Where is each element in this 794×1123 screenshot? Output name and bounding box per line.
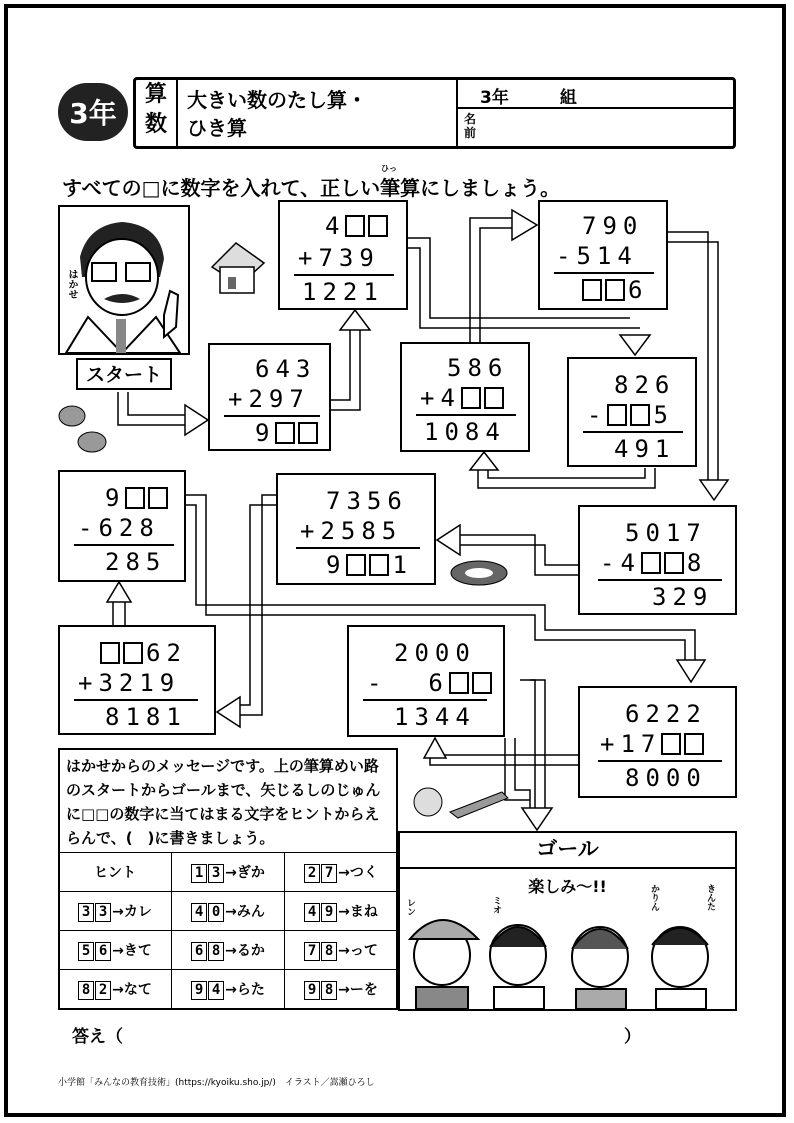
blank-box[interactable] — [582, 279, 602, 301]
p1-top: 643 — [255, 355, 317, 383]
p8-top: 9 — [105, 484, 171, 512]
blank-box[interactable] — [345, 215, 365, 237]
answer-close: ） — [624, 1027, 641, 1047]
instruction: すべての□に数字を入れて、正しい筆算にしましょう。 — [62, 176, 561, 200]
hint-item: 5 6 →きて — [59, 931, 172, 970]
hint-item: 7 8 →って — [285, 931, 398, 970]
hint-header: ヒント — [59, 853, 172, 892]
p9-bottom: +3219 — [78, 669, 181, 697]
hint-item: 9 4 →らた — [172, 970, 285, 1009]
goal-subtitle: 楽しみ〜!! — [528, 877, 607, 896]
blank-box[interactable] — [641, 552, 661, 574]
hakase-illustration — [58, 205, 190, 355]
p7-answer: 9 1 — [326, 551, 413, 579]
p4-bottom: +4 — [420, 384, 507, 412]
blank-box[interactable] — [125, 487, 145, 509]
p4-answer: 1084 — [424, 418, 506, 446]
blank-box[interactable] — [607, 404, 627, 426]
p9-top: 62 — [100, 639, 187, 667]
p11-top: 6222 — [625, 700, 707, 728]
kid-name-karin: かりん — [649, 884, 659, 911]
blank-box[interactable] — [449, 672, 469, 694]
p6-answer: 329 — [652, 583, 714, 611]
house-icon — [204, 233, 272, 301]
p7-bottom: +2585 — [300, 517, 403, 545]
blank-box[interactable] — [148, 487, 168, 509]
hakase-label: はかせ — [66, 269, 77, 299]
name-label-1: 名 — [464, 112, 477, 126]
instruction-ruby: ひっ — [381, 164, 397, 173]
potato-icon — [52, 402, 112, 458]
p8-bottom: -628 — [78, 514, 160, 542]
p3-top: 790 — [582, 212, 644, 240]
kid-name-mio: ミオ — [491, 896, 501, 914]
p3-bottom: -514 — [556, 242, 638, 270]
kid-name-ren: レン — [405, 898, 415, 916]
p5-answer: 491 — [614, 435, 676, 463]
message-text: はかせからのメッセージです。上の筆算めい路のスタートからゴールまで、矢じるしのじゅんに□□の数字に当てはまる文字をヒントからえらんで、( )に書きましょう。 — [66, 757, 381, 847]
subject-line-2: 数 — [144, 112, 167, 137]
blank-box[interactable] — [684, 733, 704, 755]
hint-table — [58, 852, 398, 1009]
p11-answer: 8000 — [625, 764, 707, 792]
p1-answer: 9 — [255, 419, 321, 447]
problem-10 — [347, 625, 505, 737]
blank-box[interactable] — [605, 279, 625, 301]
problem-2 — [278, 200, 408, 310]
p10-bottom: - 6 — [367, 669, 495, 697]
title-line-2: ひき算 — [187, 116, 247, 140]
vegetables-icon — [410, 778, 518, 820]
p10-answer: 1344 — [394, 703, 476, 731]
p6-top: 5017 — [625, 519, 707, 547]
problem-11 — [578, 686, 737, 798]
start-label: スタート — [76, 358, 172, 390]
subject-line-1: 算 — [144, 82, 167, 107]
problem-8 — [58, 470, 186, 582]
meat-icon — [448, 558, 510, 588]
footer-credit: 小学館「みんなの教育技術」(https://kyoiku.sho.jp/) イラスト／嵩瀬ひろし — [58, 1078, 375, 1088]
blank-box[interactable] — [369, 554, 389, 576]
p9-answer: 8181 — [105, 703, 187, 731]
p2-bottom: +739 — [298, 244, 380, 272]
class-label: 3年 組 — [480, 88, 577, 108]
p2-answer: 1221 — [302, 278, 384, 306]
name-label-2: 前 — [464, 126, 477, 140]
kids-illustration — [400, 895, 736, 1009]
hint-item: 9 8 →ーを — [285, 970, 398, 1009]
blank-box[interactable] — [368, 215, 388, 237]
grade-badge: 3年 — [58, 83, 128, 141]
answer-field[interactable] — [140, 1018, 620, 1046]
problem-5 — [567, 357, 697, 467]
p10-top: 2000 — [394, 639, 476, 667]
hint-item: 2 7 →つく — [285, 853, 398, 892]
blank-box[interactable] — [100, 642, 120, 664]
problem-4 — [400, 342, 530, 452]
p11-bottom: +17 — [600, 730, 707, 758]
blank-box[interactable] — [472, 672, 492, 694]
kid-name-kinta: きんた — [705, 884, 715, 911]
blank-box[interactable] — [664, 552, 684, 574]
problem-7 — [276, 473, 436, 585]
problem-6 — [578, 505, 737, 615]
problem-3 — [538, 200, 668, 310]
blank-box[interactable] — [298, 422, 318, 444]
p4-top: 586 — [447, 354, 509, 382]
blank-box[interactable] — [661, 733, 681, 755]
hint-item: 6 8 →るか — [172, 931, 285, 970]
p5-top: 826 — [614, 371, 676, 399]
blank-box[interactable] — [484, 387, 504, 409]
hint-item: 8 2 →なて — [59, 970, 172, 1009]
hint-item: 1 3 →ぎか — [172, 853, 285, 892]
p7-top: 7356 — [326, 487, 408, 515]
answer-label: 答え（ — [72, 1027, 123, 1047]
p6-bottom: -4 8 — [600, 549, 708, 577]
p8-answer: 285 — [105, 548, 167, 576]
hint-item: 4 0 →みん — [172, 892, 285, 931]
professor-icon — [60, 207, 188, 353]
blank-box[interactable] — [346, 554, 366, 576]
goal-title: ゴール — [398, 831, 737, 869]
p3-answer: 6 — [582, 276, 648, 304]
title-line-1: 大きい数のたし算・ — [187, 88, 367, 112]
problem-9 — [58, 625, 216, 735]
p2-top: 4 — [325, 212, 391, 240]
hint-item: 3 3 →カレ — [59, 892, 172, 931]
p5-bottom: - 5 — [587, 401, 674, 429]
blank-box[interactable] — [630, 404, 650, 426]
blank-box[interactable] — [461, 387, 481, 409]
p1-bottom: +297 — [228, 385, 310, 413]
blank-box[interactable] — [123, 642, 143, 664]
blank-box[interactable] — [275, 422, 295, 444]
problem-1 — [208, 343, 331, 451]
hint-item: 4 9 →まね — [285, 892, 398, 931]
